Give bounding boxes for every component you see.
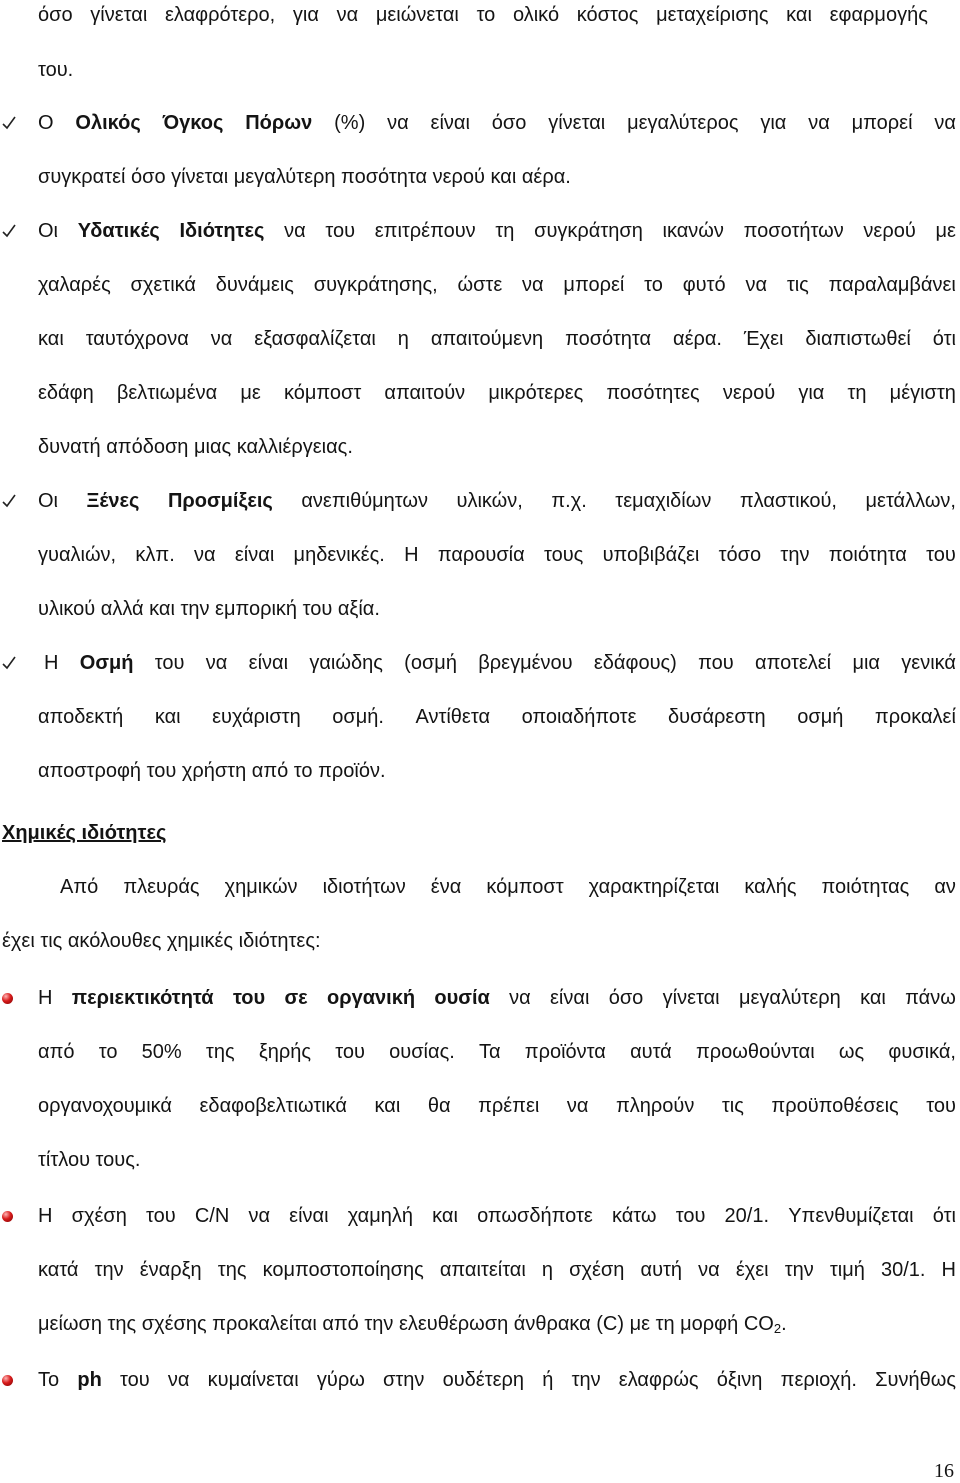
word: αυτή: [640, 1259, 683, 1281]
word: οσμή: [797, 706, 844, 728]
word: ποιότητας: [821, 876, 910, 898]
word: αν: [934, 876, 956, 898]
word: να: [934, 112, 956, 134]
word: ποσότητες: [606, 382, 700, 404]
word: φυσικά,: [888, 1041, 956, 1063]
word: ότι: [932, 328, 956, 350]
paragraph-line: του.: [38, 59, 74, 81]
word: περιοχή.: [780, 1369, 857, 1391]
word: ιδιοτήτων: [322, 876, 406, 898]
word: χαρακτηρίζεται: [588, 876, 720, 898]
word: και: [860, 987, 886, 1009]
word: νερού: [863, 220, 916, 242]
word: που: [698, 652, 734, 674]
word: μπορεί: [851, 112, 913, 134]
word: Αντίθετα: [415, 706, 491, 728]
word: 20/1.: [724, 1205, 770, 1227]
word: αυτά: [630, 1041, 672, 1063]
word: ένα: [430, 876, 462, 898]
word: να: [194, 544, 216, 566]
paragraph-line: έχει τις ακόλουθες χημικές ιδιότητες:: [2, 930, 321, 952]
word: να: [387, 112, 409, 134]
word: από: [38, 1041, 75, 1063]
red-bullet-icon: [2, 1375, 13, 1386]
word: ταυτόχρονα: [85, 328, 189, 350]
list-item-line: συγκρατεί όσο γίνεται μεγαλύτερη ποσότητα νερού και αέρα.: [38, 166, 571, 188]
word: η: [397, 328, 409, 350]
list-item-first-line: [38, 486, 956, 516]
section-heading: Χημικές ιδιότητες: [2, 822, 167, 844]
word: χαμηλή: [347, 1205, 413, 1227]
word: Η: [404, 544, 419, 566]
word: ως: [838, 1041, 865, 1063]
word: του: [120, 1369, 150, 1391]
word: γίνεται: [90, 4, 148, 26]
word: ποιότητα: [828, 544, 907, 566]
word: κόστος: [576, 4, 639, 26]
word: μειώνεται: [375, 4, 459, 26]
word: ποσότητα: [565, 328, 652, 350]
bold-term: Ολικός: [75, 112, 141, 134]
bold-term: Οσμή: [79, 652, 134, 674]
word: κομποστοποίησης: [262, 1259, 424, 1281]
list-item-line: τίτλου τους.: [38, 1149, 141, 1171]
checkmark-icon: [2, 224, 16, 238]
word: ώστε: [457, 274, 503, 296]
word: τη: [495, 220, 515, 242]
list-item-line: [38, 1091, 956, 1121]
word: κόμποστ: [486, 876, 564, 898]
word: Από: [60, 876, 99, 898]
word: να: [205, 652, 228, 674]
word: και: [38, 328, 64, 350]
word: προωθούνται: [695, 1041, 815, 1063]
word: όξινη: [716, 1369, 763, 1391]
word: τεμαχιδίων: [615, 490, 712, 512]
word: σχετικά: [130, 274, 196, 296]
word: να: [745, 274, 768, 296]
word: παραλαμβάνει: [828, 274, 956, 296]
bold-term: ουσία: [434, 987, 490, 1009]
word: το: [644, 274, 663, 296]
word: μπορεί: [563, 274, 625, 296]
word: μικρότερες: [488, 382, 584, 404]
word: ελαφρότερο,: [164, 4, 276, 26]
bold-term: περιεκτικότητά: [71, 987, 214, 1009]
word: ουδέτερη: [442, 1369, 525, 1391]
word: ελαφρώς: [618, 1369, 699, 1391]
word: για: [292, 4, 319, 26]
word: κλπ.: [135, 544, 175, 566]
word: κυμαίνεται: [207, 1369, 299, 1391]
word: και: [154, 706, 181, 728]
word: Υπενθυμίζεται: [788, 1205, 914, 1227]
word: όσο: [491, 112, 527, 134]
word: να: [210, 328, 233, 350]
word: δυνάμεις: [215, 274, 294, 296]
list-item-line: υλικού αλλά και την εμπορική του αξία.: [38, 598, 380, 620]
list-item-line: δυνατή απόδοση μιας καλλιέργειας.: [38, 436, 353, 458]
word: επιτρέπουν: [374, 220, 476, 242]
bold-term: Υδατικές: [77, 220, 160, 242]
word: κόμποστ: [283, 382, 362, 404]
bold-term: Προσμίξεις: [167, 490, 273, 512]
word: Η: [44, 652, 59, 674]
word: να: [698, 1259, 720, 1281]
word: και: [374, 1095, 401, 1117]
word: γυαλιών,: [38, 544, 117, 566]
word: πλευράς: [123, 876, 200, 898]
word: είναι: [430, 112, 470, 134]
word: παρουσία: [437, 544, 525, 566]
word: Έχει: [743, 328, 784, 350]
word: θα: [427, 1095, 451, 1117]
word: το: [98, 1041, 118, 1063]
word: όσο: [608, 987, 644, 1009]
list-item-first-line: [38, 108, 956, 138]
red-bullet-icon: [2, 993, 13, 1004]
word: είναι: [234, 544, 275, 566]
word: και: [432, 1205, 458, 1227]
word: της: [205, 1041, 235, 1063]
word: χημικών: [224, 876, 298, 898]
list-item-first-line: [38, 216, 956, 246]
word: Η: [38, 1205, 53, 1227]
word: να: [248, 1205, 271, 1227]
word: (%): [334, 112, 366, 134]
word: τόσο: [718, 544, 762, 566]
word: να: [509, 987, 531, 1009]
word: μεγαλύτερη: [738, 987, 841, 1009]
word: δυσάρεστη: [668, 706, 766, 728]
checkmark-icon: [2, 116, 16, 130]
word: την: [94, 1259, 124, 1281]
word: εξασφαλίζεται: [254, 328, 376, 350]
bold-term: Όγκος: [162, 112, 224, 134]
word: προϊόντα: [524, 1041, 606, 1063]
word: π.χ.: [551, 490, 587, 512]
list-item-first-line: [38, 1365, 956, 1395]
word: αποτελεί: [755, 652, 832, 674]
word: είναι: [248, 652, 289, 674]
bold-term: Πόρων: [245, 112, 313, 134]
word: της: [217, 1259, 247, 1281]
list-item-first-line: [38, 983, 956, 1013]
word: συγκράτηση: [534, 220, 643, 242]
list-item-line: αποστροφή του χρήστη από το προϊόν.: [38, 760, 386, 782]
word: φυτό: [682, 274, 726, 296]
word: εδαφοβελτιωτικά: [199, 1095, 347, 1117]
word: να: [566, 1095, 589, 1117]
word: Ο: [38, 112, 54, 134]
word: στην: [383, 1369, 425, 1391]
word: μεταχείρισης: [656, 4, 769, 26]
word: να: [284, 220, 306, 242]
word: γενικά: [901, 652, 956, 674]
word: να: [808, 112, 830, 134]
word: πάνω: [905, 987, 956, 1009]
word: γαιώδης: [309, 652, 383, 674]
list-item-line: [38, 1255, 956, 1285]
word: εδάφους): [593, 652, 677, 674]
word: προκαλεί: [874, 706, 956, 728]
word: όσο: [38, 4, 73, 26]
list-item-line: [38, 702, 956, 732]
word: γίνεται: [548, 112, 606, 134]
word: βρεγμένου: [478, 652, 573, 674]
list-item-first-line: [38, 1201, 956, 1231]
word: μετάλλων,: [865, 490, 956, 512]
word: για: [798, 382, 825, 404]
list-item-first-line: [44, 648, 956, 678]
word: του: [926, 1095, 956, 1117]
word: ουσίας.: [389, 1041, 455, 1063]
word: Η: [941, 1259, 956, 1281]
checkmark-icon: [2, 494, 16, 508]
word: 50%: [141, 1041, 182, 1063]
word: Το: [38, 1369, 60, 1391]
co2-subscript: 2: [773, 1321, 782, 1336]
word: οργανοχουμικά: [38, 1095, 172, 1117]
list-item-line: [38, 540, 956, 570]
list-item-line: [38, 378, 956, 408]
word: Τα: [478, 1041, 501, 1063]
word: 30/1.: [880, 1259, 926, 1281]
bold-term: του: [232, 987, 266, 1009]
word: ανεπιθύμητων: [301, 490, 429, 512]
word: τους: [543, 544, 584, 566]
word: κατά: [38, 1259, 79, 1281]
word: διαπιστωθεί: [805, 328, 911, 350]
word: και: [786, 4, 812, 26]
word: τις: [786, 274, 809, 296]
word: με: [240, 382, 261, 404]
word: εδάφη: [38, 382, 94, 404]
word: μεγαλύτερος: [627, 112, 739, 134]
word: να: [167, 1369, 190, 1391]
checkmark-icon: [2, 656, 16, 670]
word: γίνεται: [662, 987, 720, 1009]
word: πλαστικού,: [739, 490, 837, 512]
word: ευχάριστη: [212, 706, 301, 728]
word: συγκράτησης,: [313, 274, 438, 296]
word: ότι: [932, 1205, 956, 1227]
word: ή: [542, 1369, 554, 1391]
word: είναι: [550, 987, 590, 1009]
word: του: [325, 220, 356, 242]
word: για: [760, 112, 787, 134]
word: οπωσδήποτε: [477, 1205, 593, 1227]
word: αποδεκτή: [38, 706, 124, 728]
co2-text: μείωση της σχέσης προκαλείται από την ελευθέρωση άνθρακα (C) με τη μορφή CO: [38, 1313, 774, 1335]
word: καλής: [744, 876, 797, 898]
word: τις: [721, 1095, 744, 1117]
bold-term: σε: [284, 987, 308, 1009]
word: σχέση: [71, 1205, 127, 1227]
word: αέρα.: [673, 328, 722, 350]
word: οποιαδήποτε: [521, 706, 637, 728]
word: πληρούν: [615, 1095, 695, 1117]
word: να: [522, 274, 544, 296]
word: μέγιστη: [889, 382, 956, 404]
word: προϋποθέσεις: [771, 1095, 899, 1117]
word: του: [154, 652, 185, 674]
word: απαιτείται: [439, 1259, 526, 1281]
word: του: [926, 544, 956, 566]
word: βελτιωμένα: [116, 382, 218, 404]
word: τιμή: [829, 1259, 865, 1281]
word: Η: [38, 987, 53, 1009]
word: η: [541, 1259, 554, 1281]
word: κάτω: [611, 1205, 657, 1227]
word: σχέση: [569, 1259, 625, 1281]
page-number: 16: [934, 1460, 954, 1482]
bold-term: Ξένες: [86, 490, 140, 512]
word: εφαρμογής: [829, 4, 928, 26]
word: (οσμή: [404, 652, 457, 674]
word: την: [784, 1259, 814, 1281]
word: πρέπει: [478, 1095, 540, 1117]
list-item-line: [38, 270, 956, 300]
word: ξηρής: [258, 1041, 312, 1063]
list-item-line: [38, 324, 956, 354]
word: απαιτούμενη: [430, 328, 544, 350]
word: την: [780, 544, 810, 566]
list-item-line: μείωση της σχέσης προκαλείται από την ελευθέρωση άνθρακα (C) με τη μορφή $CO_2$.: [38, 1313, 787, 1336]
word: Οι: [38, 490, 58, 512]
bold-term: οργανική: [327, 987, 416, 1009]
word: Συνήθως: [875, 1369, 956, 1391]
word: υλικών,: [456, 490, 523, 512]
word: μια: [852, 652, 880, 674]
bold-term: ph: [77, 1369, 102, 1391]
word: τη: [847, 382, 867, 404]
word: Οι: [38, 220, 58, 242]
paragraph-line: [38, 0, 928, 30]
word: νερού: [722, 382, 776, 404]
red-bullet-icon: [2, 1211, 13, 1222]
word: οσμή.: [332, 706, 384, 728]
paragraph-line: [60, 872, 956, 902]
word: γύρω: [316, 1369, 365, 1391]
word: ικανών: [662, 220, 724, 242]
word: μηδενικές.: [293, 544, 385, 566]
word: ποσοτήτων: [743, 220, 844, 242]
bold-term: Ιδιότητες: [179, 220, 265, 242]
word: ολικό: [513, 4, 560, 26]
word: χαλαρές: [38, 274, 111, 296]
word: έναρξη: [139, 1259, 202, 1281]
word: να: [336, 4, 359, 26]
word: του: [146, 1205, 176, 1227]
word: την: [571, 1369, 601, 1391]
word: του: [335, 1041, 365, 1063]
word: υποβιβάζει: [602, 544, 700, 566]
word: είναι: [289, 1205, 329, 1227]
word: του: [675, 1205, 706, 1227]
word: με: [935, 220, 956, 242]
word: C/N: [194, 1205, 230, 1227]
list-item-line: [38, 1037, 956, 1067]
word: έχει: [735, 1259, 769, 1281]
word: το: [476, 4, 496, 26]
word: απαιτούν: [384, 382, 466, 404]
